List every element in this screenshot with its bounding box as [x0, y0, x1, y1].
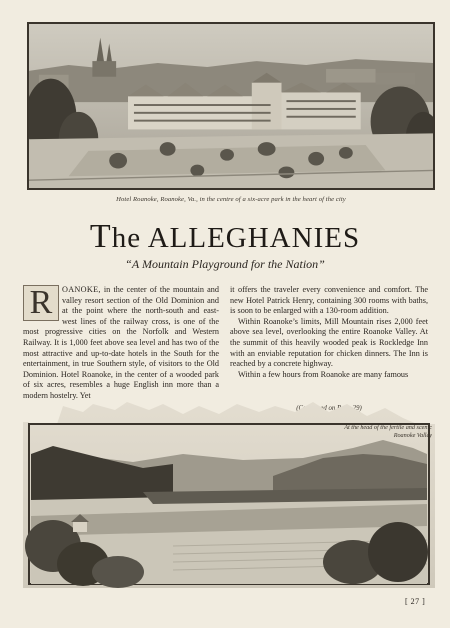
- article-column-left: [23, 285, 219, 402]
- lead-caps: OANOKE,: [62, 285, 101, 294]
- title-first-letter: T: [89, 218, 112, 255]
- right-paragraph-3: Within a few hours from Roanoke are many famous: [238, 369, 409, 379]
- right-paragraph-1: it offers the traveler every convenience and comfort. The new Hotel Patrick Henry, containing 300 rooms with baths, is soon to be enlarged with a 130-room addition.: [230, 285, 428, 316]
- hotel-roanoke-photo-image: [29, 24, 433, 188]
- left-paragraph: in the center of the mountain and valley resort section of the Old Dominion and at the point where the north-south and east-west lines of the railway cross, is one of the most progressive cities on the Norfolk and Western Railway. It is 1,000 feet above sea level and has two of the most attractive and up-to-date hotels in the South for the entertainment, in true Southern style, of visitors to the Old Dominion. Hotel Roanoke, in the center of a wooded park of six acres, resembles a huge English inn more than a modern hostelry. Yet: [23, 285, 219, 400]
- article-column-right: [230, 285, 428, 380]
- article-subtitle: “A Mountain Playground for the Nation”: [125, 257, 325, 271]
- article-title: [0, 218, 450, 256]
- bottom-photo-caption: At the head of the fertile and scenic Roanoke Valley: [344, 424, 432, 439]
- right-paragraph-2: Within Roanoke’s limits, Mill Mountain rises 2,000 feet above sea level, overlooking the entire Roanoke Valley. At the summit of this heavily wooded peak is Rockledge Inn with an enviable reputation for chicken dinners. The Inn is reached by a concrete highway.: [230, 316, 428, 369]
- drop-cap: R: [23, 285, 59, 321]
- hotel-roanoke-photo: [27, 22, 435, 190]
- continued-note: (Continued on Page 29): [296, 405, 362, 412]
- title-rest: he ALLEGHANIES: [111, 222, 361, 254]
- page-number: [ 27 ]: [405, 597, 426, 606]
- top-photo-caption: Hotel Roanoke, Roanoke, Va., in the centre of a six-acre park in the heart of the city: [116, 196, 346, 203]
